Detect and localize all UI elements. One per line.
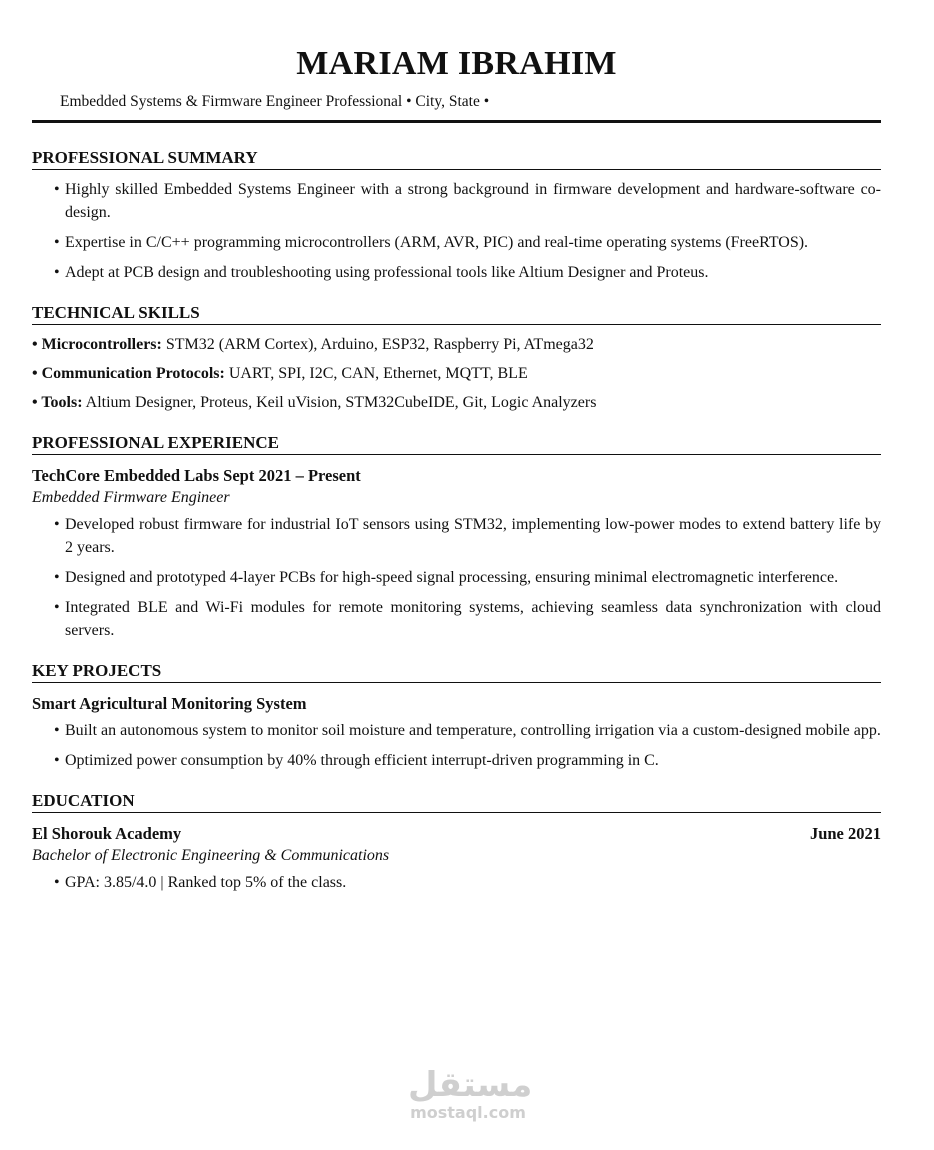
resume-page	[32, 0, 881, 901]
skill-label: • Microcontrollers:	[32, 336, 162, 353]
section-summary	[32, 147, 881, 284]
project-title: Smart Agricultural Monitoring System	[32, 694, 307, 713]
skill-row	[32, 391, 881, 414]
list-item: • Integrated BLE and Wi-Fi modules for remote monitoring systems, achieving seamless data synchronization with cloud servers.	[54, 596, 881, 642]
education-list	[32, 871, 881, 894]
project-name	[32, 693, 881, 715]
watermark-latin: mostaql.com	[410, 1103, 526, 1122]
degree-name: Bachelor of Electronic Engineering & Communications	[32, 847, 390, 864]
list-item: • Expertise in C/C++ programming microcontrollers (ARM, AVR, PIC) and real-time operating systems (FreeRTOS).	[54, 231, 881, 254]
section-title-summary: PROFESSIONAL SUMMARY	[32, 147, 881, 170]
section-title-experience: PROFESSIONAL EXPERIENCE	[32, 432, 881, 455]
section-title-projects: KEY PROJECTS	[32, 660, 881, 683]
mostaql-watermark	[408, 1065, 533, 1122]
skill-label: • Tools:	[32, 394, 83, 411]
candidate-name: MARIAM IBRAHIM	[296, 45, 617, 82]
experience-role: Embedded Firmware Engineer	[32, 489, 230, 506]
skills-list	[32, 333, 881, 414]
experience-company	[32, 465, 881, 487]
skill-row	[32, 362, 881, 385]
skill-value: UART, SPI, I2C, CAN, Ethernet, MQTT, BLE	[228, 365, 528, 382]
section-education	[32, 790, 881, 894]
list-item: • GPA: 3.85/4.0 | Ranked top 5% of the class.	[54, 871, 881, 894]
section-skills	[32, 302, 881, 414]
summary-list	[32, 178, 881, 284]
education-head	[32, 823, 881, 845]
candidate-subtitle: Embedded Systems & Firmware Engineer Professional • City, State •	[60, 93, 490, 110]
list-item: • Designed and prototyped 4-layer PCBs for high-speed signal processing, ensuring minimal electromagnetic interference.	[54, 566, 881, 589]
list-item: • Highly skilled Embedded Systems Engineer with a strong background in firmware development and hardware-software co-design.	[54, 178, 881, 224]
section-title-skills: TECHNICAL SKILLS	[32, 302, 881, 325]
watermark-arabic: مستقل	[408, 1065, 533, 1105]
projects-list	[32, 719, 881, 772]
list-item: • Built an autonomous system to monitor soil moisture and temperature, controlling irrigation via a custom-designed mobile app.	[54, 719, 881, 742]
company-line: TechCore Embedded Labs Sept 2021 – Present	[32, 466, 361, 485]
skill-label: • Communication Protocols:	[32, 365, 225, 382]
skill-value: STM32 (ARM Cortex), Arduino, ESP32, Raspberry Pi, ATmega32	[165, 336, 594, 353]
list-item: • Optimized power consumption by 40% through efficient interrupt-driven programming in C.	[54, 749, 881, 772]
list-item: • Developed robust firmware for industrial IoT sensors using STM32, implementing low-power modes to extend battery life by 2 years.	[54, 513, 881, 559]
section-title-education: EDUCATION	[32, 790, 881, 813]
header-divider	[32, 120, 881, 123]
skill-value: Altium Designer, Proteus, Keil uVision, STM32CubeIDE, Git, Logic Analyzers	[85, 394, 597, 411]
list-item: • Adept at PCB design and troubleshooting using professional tools like Altium Designer and Proteus.	[54, 261, 881, 284]
skill-row	[32, 333, 881, 356]
section-experience	[32, 432, 881, 642]
school-name: El Shorouk Academy	[32, 824, 182, 843]
section-projects	[32, 660, 881, 772]
education-date: June 2021	[809, 824, 881, 843]
experience-list	[32, 513, 881, 642]
